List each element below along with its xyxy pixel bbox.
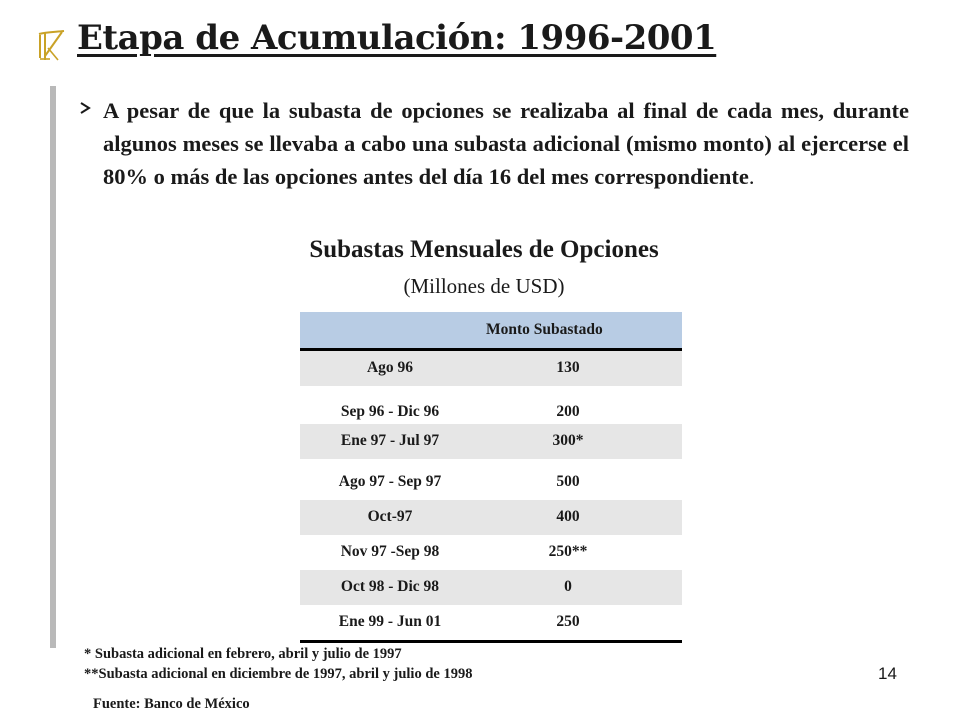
slide-title: Etapa de Acumulación: 1996-2001: [77, 18, 717, 58]
period-cell: Ene 99 - Jun 01: [338, 613, 442, 630]
amount-cell: 130: [556, 359, 580, 376]
amount-cell: 250: [556, 613, 580, 630]
page-number: 14: [878, 664, 897, 683]
auctions-table: [300, 312, 682, 630]
table-row: [300, 424, 682, 459]
amount-cell: 0: [564, 578, 572, 595]
amount-cell: 400: [556, 508, 580, 525]
period-cell: Ago 96: [366, 359, 414, 376]
bullet-end-punct: .: [748, 164, 755, 189]
table-row: [300, 535, 682, 570]
table-row: [300, 605, 682, 643]
footnote-2: **Subasta adicional en diciembre de 1997, abril y julio de 1998: [84, 666, 473, 682]
table-row: [300, 465, 682, 500]
period-cell: Ago 97 - Sep 97: [338, 473, 442, 490]
table-row: [300, 570, 682, 605]
amount-cell: 200: [556, 403, 580, 420]
footnote-1: * Subasta adicional en febrero, abril y julio de 1997: [84, 646, 402, 662]
table-row: [300, 500, 682, 535]
amount-cell: 500: [556, 473, 580, 490]
column-header-amount: Monto Subastado: [486, 321, 603, 338]
period-cell: Oct 98 - Dic 98: [340, 578, 440, 595]
amount-cell: 250**: [548, 543, 588, 560]
source-note: Fuente: Banco de México: [93, 696, 250, 712]
table-subtitle: (Millones de USD): [403, 274, 565, 298]
period-cell: Oct-97: [367, 508, 413, 525]
amount-cell: 300*: [552, 432, 584, 449]
arrow-bullet-icon: [78, 101, 92, 115]
bullet-paragraph: [103, 94, 909, 193]
period-cell: Ene 97 - Jul 97: [340, 432, 440, 449]
table-header: [300, 312, 682, 351]
period-cell: Sep 96 - Dic 96: [340, 403, 440, 420]
table-row: [300, 351, 682, 386]
bullet-main-text: A pesar de que la subasta de opciones se realizaba al final de cada mes, durante algunos meses se llevaba a cabo una subasta adicional (mismo monto) al ejercerse el 80% o más de las opciones antes del día 16 del mes correspondiente: [103, 98, 909, 189]
table-title: Subastas Mensuales de Opciones: [309, 236, 659, 263]
accent-bar: [50, 86, 56, 648]
hand-drawn-check-icon: [36, 26, 68, 64]
period-cell: Nov 97 -Sep 98: [340, 543, 440, 560]
